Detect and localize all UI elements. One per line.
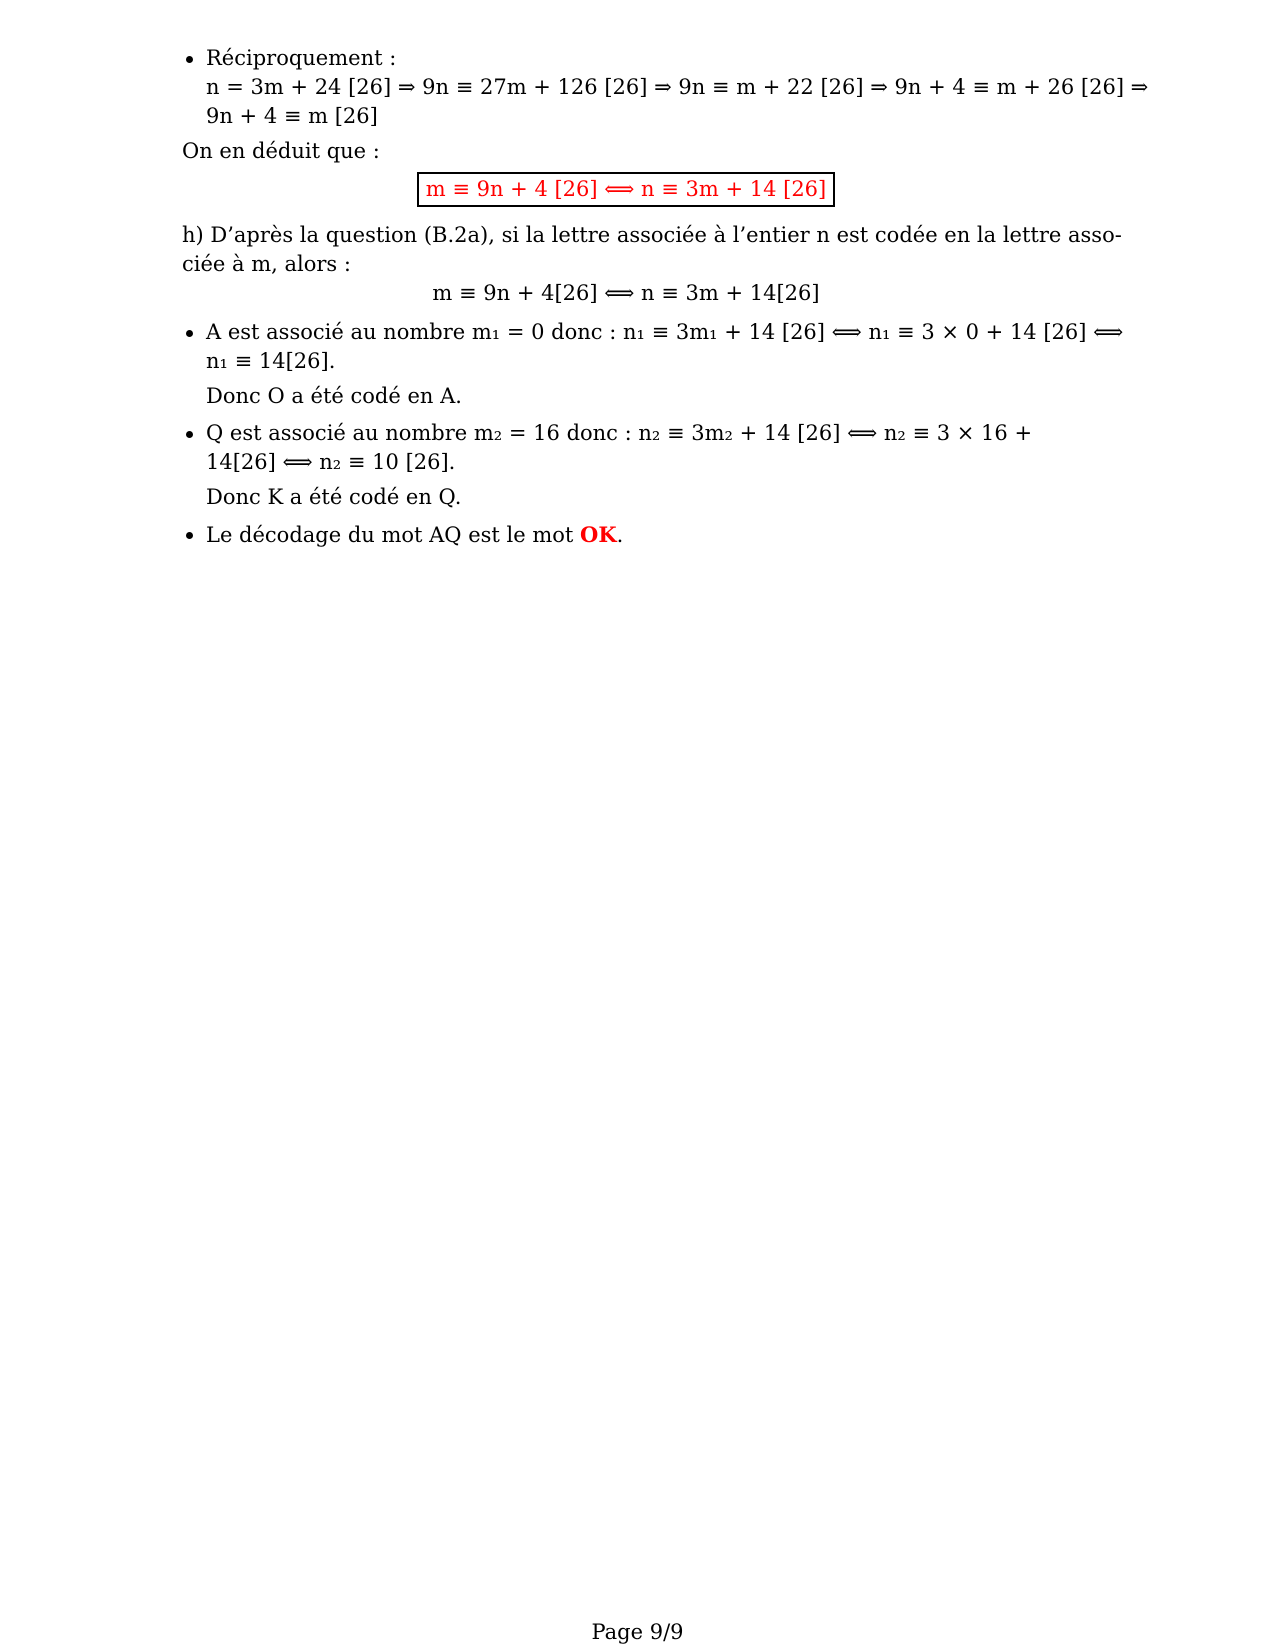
final-sentence [206,520,1070,550]
bullet-icon [186,431,193,438]
final-text: Le décodage du mot AQ est le mot [206,523,574,547]
bullet-icon [186,56,193,63]
decoded-word: OK [580,522,617,547]
reciprocal-label: Réciproquement : [206,46,397,70]
question-h-line1: h) D’après la question (B.2a), si la lettre associée à l’entier n est codée en la lettre asso- [182,223,1122,247]
question-h-line2: ciée à m, alors : [182,252,351,276]
list-item-a [182,318,1124,411]
bullet-q-conclusion: Donc K a été codé en Q. [206,485,462,509]
list-item-final [182,520,1070,550]
question-h-formula: m ≡ 9n + 4[26] ⟺ n ≡ 3m + 14[26] [432,281,820,305]
bullet-icon [186,532,193,539]
boxed-formula: m ≡ 9n + 4 [26] ⟺ n ≡ 3m + 14 [26] [417,172,836,207]
page-content [182,44,1149,550]
list-item-reciprocal [182,44,1149,131]
deduce-text: On en déduit que : [182,139,380,163]
reciprocal-equation-line2: 9n + 4 ≡ m [26] [206,104,378,128]
question-h [182,221,1122,308]
list-item-q [182,419,1070,512]
bullet-a-conclusion: Donc O a été codé en A. [206,384,462,408]
bullet-a-line1: A est associé au nombre m₁ = 0 donc : n₁ ≡ 3m₁ + 14 [26] ⟺ n₁ ≡ 3 × 0 + 14 [26] ⟺ [206,320,1124,344]
page-number: Page 9/9 [591,1620,684,1644]
boxed-formula-row [182,172,1070,207]
reciprocal-equation-line1: n = 3m + 24 [26] ⇒ 9n ≡ 27m + 126 [26] ⇒ 9n ≡ m + 22 [26] ⇒ 9n + 4 ≡ m + 26 [26] ⇒ [206,75,1149,99]
bullet-icon [186,330,193,337]
bullet-q-line2: 14[26] ⟺ n₂ ≡ 10 [26]. [206,450,456,474]
final-period: . [616,523,624,547]
bullet-q-line1: Q est associé au nombre m₂ = 16 donc : n₂ ≡ 3m₂ + 14 [26] ⟺ n₂ ≡ 3 × 16 + [206,421,1033,445]
bullet-a-line2: n₁ ≡ 14[26]. [206,349,336,373]
